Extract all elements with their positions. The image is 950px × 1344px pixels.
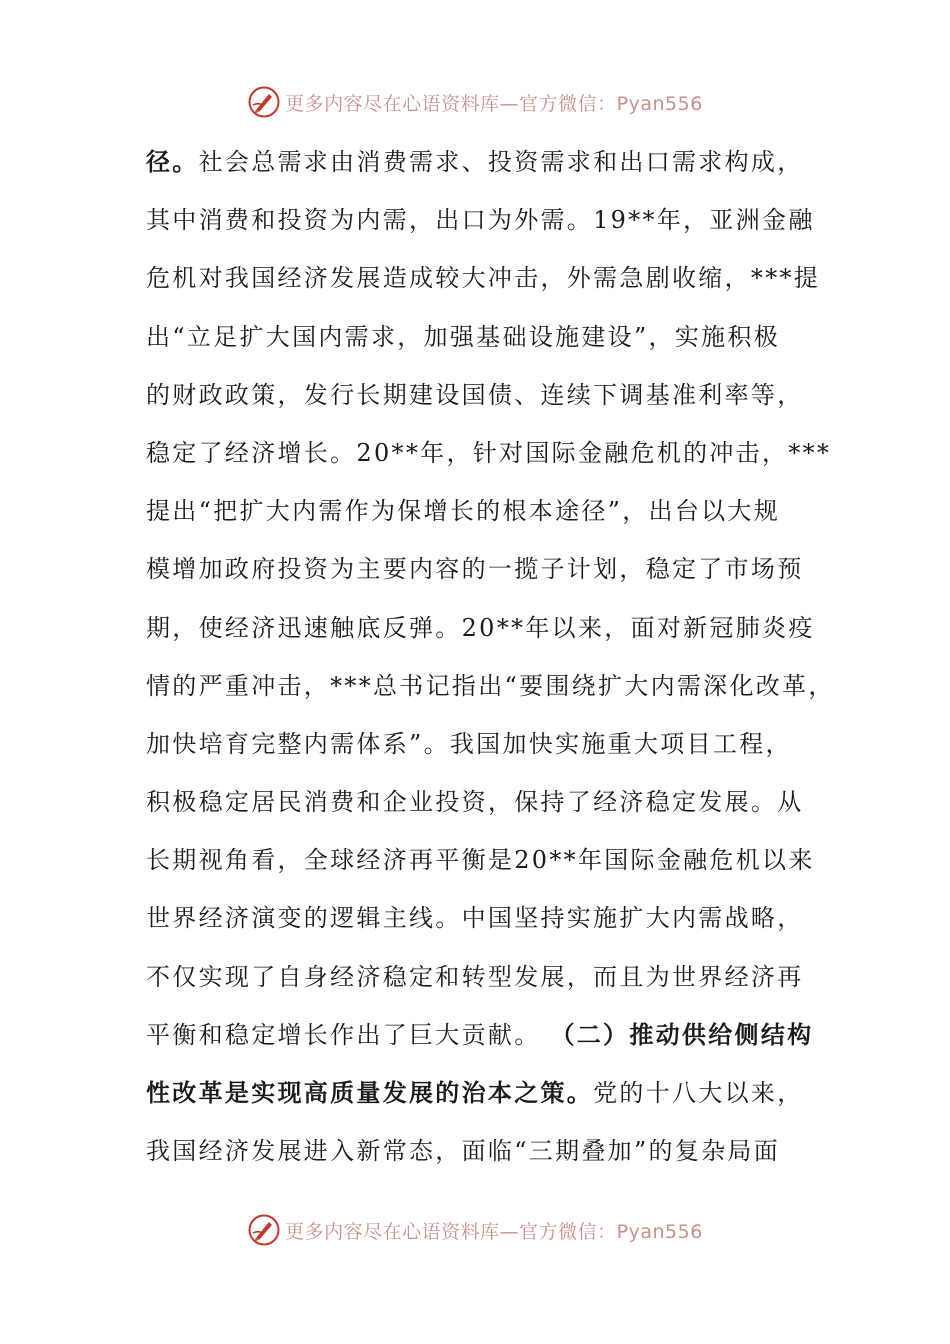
text-segment: 不仅实现了自身经济稳定和转型发展，而且为世界经济再 (146, 962, 804, 991)
text-segment: 情的严重冲击，***总书记指出“要围绕扩大内需深化改革， (146, 671, 835, 700)
bold-text-segment: 性改革是实现高质量发展的治本之策。 (146, 1079, 594, 1107)
text-segment: 的财政政策，发行长期建设国债、连续下调基准利率等， (146, 380, 804, 409)
text-segment: 出“立足扩大国内需求，加强基础设施建设”，实施积极 (146, 322, 781, 351)
text-segment: 提出“把扩大内需作为保增长的根本途径”，出台以大规 (146, 497, 781, 526)
text-segment: 党的十八大以来， (593, 1079, 804, 1107)
text-line (146, 482, 826, 540)
text-line (146, 540, 826, 598)
text-line (146, 1006, 826, 1064)
bold-text-segment: （二）推动供给侧结构 (550, 1020, 814, 1049)
text-line (146, 366, 826, 424)
banner-text: 更多内容尽在心语资料库—官方微信：Pyan556 (285, 92, 703, 115)
text-segment: 世界经济演变的逻辑主线。中国坚持实施扩大内需战略， (146, 904, 804, 933)
text-line (146, 249, 826, 307)
text-segment: 期，使经济迅速触底反弹。20**年以来，面对新冠肺炎疫 (146, 613, 815, 642)
text-segment: 模增加政府投资为主要内容的一揽子计划，稳定了市场预 (146, 555, 804, 584)
text-line (146, 831, 826, 889)
text-segment: 危机对我国经济发展造成较大冲击，外需急剧收缩，***提 (146, 264, 821, 293)
header-banner (0, 82, 950, 122)
text-line (146, 1064, 826, 1122)
text-segment: 我国经济发展进入新常态，面临“三期叠加”的复杂局面 (146, 1137, 781, 1166)
banner-text: 更多内容尽在心语资料库—官方微信：Pyan556 (285, 1220, 703, 1243)
footer-banner (0, 1210, 950, 1250)
pen-logo-icon (247, 1213, 281, 1247)
pen-logo-icon (247, 85, 281, 119)
text-line (146, 1122, 826, 1180)
text-segment: 社会总需求由消费需求、投资需求和出口需求构成， (198, 148, 804, 176)
text-segment: 长期视角看，全球经济再平衡是20**年国际金融危机以来 (146, 846, 815, 875)
text-segment: 其中消费和投资为内需，出口为外需。19**年，亚洲金融 (146, 206, 815, 235)
text-line (146, 599, 826, 657)
text-line (146, 657, 835, 715)
text-line (146, 424, 832, 482)
text-line (146, 191, 826, 249)
text-line (146, 773, 826, 831)
text-line (146, 948, 826, 1006)
bold-text-segment: 径。 (146, 148, 199, 176)
document-body (146, 133, 835, 1180)
text-segment: 积极稳定居民消费和企业投资，保持了经济稳定发展。从 (146, 788, 804, 817)
text-line (146, 715, 826, 773)
text-line (146, 133, 826, 191)
text-segment: 加快培育完整内需体系”。我国加快实施重大项目工程， (146, 729, 792, 758)
text-line (146, 308, 826, 366)
text-segment: 平衡和稳定增长作出了巨大贡献。 (146, 1020, 551, 1049)
text-line (146, 889, 826, 947)
text-segment: 稳定了经济增长。20**年，针对国际金融危机的冲击，*** (146, 438, 832, 467)
